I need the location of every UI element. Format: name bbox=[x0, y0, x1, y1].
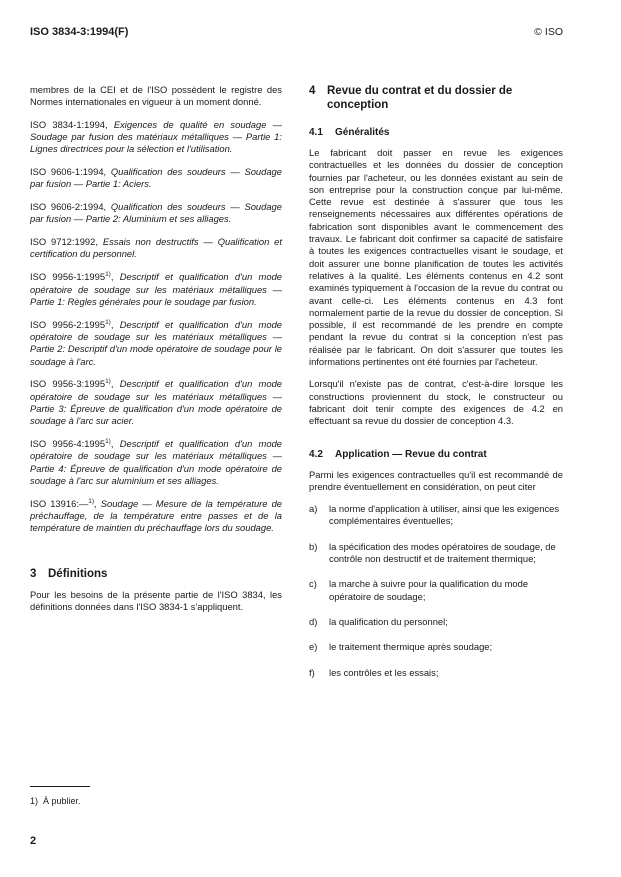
reference-code: ISO 9606-2:1994, bbox=[30, 201, 107, 213]
reference-list bbox=[30, 119, 282, 535]
list-item bbox=[309, 641, 563, 653]
footnote-rule bbox=[30, 786, 90, 787]
reference-code: ISO 9956-2:1995 bbox=[30, 318, 106, 330]
copyright-mark: © ISO bbox=[534, 26, 563, 38]
reference-title: Exigences de qualité en soudage — Soudage par fusion des matériaux métalliques — Partie 1: Lignes directrices pour la sélection et l'utilisation. bbox=[30, 118, 282, 155]
list-item-label: f) bbox=[309, 666, 315, 678]
list-item bbox=[309, 503, 563, 528]
section-3-heading bbox=[30, 567, 282, 581]
section-4-2-number: 4.2 bbox=[309, 448, 323, 460]
reference-footnote-mark: 1) bbox=[105, 437, 111, 445]
footnote-text: À publier. bbox=[43, 796, 81, 806]
reference-item: ISO 9956-1:1995$^{1)}$, Descriptif et qualification d'un mode opératoire de soudage sur les matériaux métalliques — Partie 1: Règles générales pour le soudage par fusion. bbox=[30, 271, 283, 307]
requirements-list bbox=[309, 503, 563, 679]
list-item bbox=[309, 616, 563, 628]
section-4-1-paragraph-1: Le fabricant doit passer en revue les exigences contractuelles et les données du dossier de conception fournies par l'acheteur, ou les données existant au sein de son entreprise pour la construction conçue par lui-même. Cette revue est destinée à s'assurer que tous les renseignements nécessaires aux différentes opérations de fabrication sont disponibles avant le commencement des travaux. Le fabricant doit confirmer sa capacité de satisfaire à toutes les exigences contractuelles visant le soudage, et doit assurer une bonne planification de toutes les activités relatives à la qualité. Les éléments contenus en 4.2 sont examinés typiquement à l'occasion de la revue du contrat ou avant celle-ci. Les éléments contenus en 4.3 font normalement partie de la revue du dossier de conception. Si possible, il est recommandé de les prendre en compte pendant la revue du contrat si la conception n'est pas réalisée par le fabricant. On doit s'assurer que toutes les informations pertinentes ont été fournies par l'acheteur. bbox=[309, 147, 563, 368]
reference-footnote-mark: 1) bbox=[105, 378, 111, 386]
list-item-text: la spécification des modes opératoires de soudage, de contrôle non destructif et de traitement thermique; bbox=[329, 540, 556, 565]
section-4-heading bbox=[309, 84, 563, 112]
reference-item: ISO 9956-3:1995$^{1)}$, Descriptif et qualification d'un mode opératoire de soudage sur les matériaux métalliques — Partie 3: Épreuve de qualification d'un mode opératoire de soudage à l'arc sur acier. bbox=[30, 378, 283, 427]
reference-code: ISO 13916:— bbox=[30, 497, 89, 509]
footnote bbox=[30, 796, 81, 806]
list-item-text: les contrôles et les essais; bbox=[329, 666, 439, 678]
footnote-mark: 1) bbox=[30, 796, 39, 806]
list-item bbox=[309, 578, 563, 603]
list-item-label: c) bbox=[309, 578, 317, 590]
reference-title: Descriptif et qualification d'un mode opératoire de soudage sur les matériaux métalliques — Partie 2: Descriptif d'un mode opératoire de soudage pour le soudage à l'arc. bbox=[30, 318, 283, 367]
reference-footnote-mark: 1) bbox=[105, 318, 111, 326]
reference-code: ISO 9712:1992, bbox=[30, 236, 98, 248]
section-4-2-heading bbox=[309, 448, 563, 461]
list-item-label: e) bbox=[309, 641, 318, 653]
reference-title: Soudage — Mesure de la température de préchauffage, de la température entre passes et de la température de maintien du préchauffage lors du soudage. bbox=[30, 497, 282, 534]
list-item bbox=[309, 667, 563, 679]
list-item-text: la marche à suivre pour la qualification du mode opératoire de soudage; bbox=[329, 578, 529, 602]
reference-title: Descriptif et qualification d'un mode opératoire de soudage sur les matériaux métalliques — Partie 4: Épreuve de qualification d'un mode opératoire de soudage à l'arc sur aluminium et ses alliages. bbox=[30, 438, 283, 486]
section-4-1-title: Généralités bbox=[335, 127, 390, 138]
reference-title: Descriptif et qualification d'un mode opératoire de soudage sur les matériaux métalliques — Partie 1: Règles générales pour le soudage par fusion. bbox=[30, 271, 283, 307]
list-item-text: la qualification du personnel; bbox=[329, 615, 448, 627]
right-column bbox=[309, 84, 563, 692]
section-3-text: Pour les besoins de la présente partie de l'ISO 3834, les définitions données dans l'ISO 3834-1 s'appliquent. bbox=[30, 589, 282, 613]
reference-item bbox=[30, 119, 282, 156]
list-item-label: a) bbox=[309, 503, 318, 515]
reference-item bbox=[30, 201, 282, 226]
reference-item: ISO 13916:—$^{1)}$, Soudage — Mesure de la température de préchauffage, de la température entre passes et de la température de maintien du préchauffage lors du soudage. bbox=[30, 497, 282, 534]
section-4-number: 4 bbox=[309, 85, 316, 97]
left-column bbox=[30, 84, 282, 624]
reference-item: ISO 9956-4:1995$^{1)}$, Descriptif et qualification d'un mode opératoire de soudage sur les matériaux métalliques — Partie 4: Épreuve de qualification d'un mode opératoire de soudage à l'arc sur aluminium et ses alliages. bbox=[30, 437, 283, 486]
reference-item bbox=[30, 166, 282, 191]
reference-code: ISO 3834-1:1994, bbox=[30, 118, 108, 130]
section-4-title: Revue du contrat et du dossier de conception bbox=[327, 85, 513, 111]
reference-item: ISO 9956-2:1995$^{1)}$, Descriptif et qualification d'un mode opératoire de soudage sur les matériaux métalliques — Partie 2: Descriptif d'un mode opératoire de soudage pour le soudage à l'arc. bbox=[30, 318, 283, 367]
reference-title: Qualification des soudeurs — Soudage par fusion — Partie 2: Aluminium et ses alliages. bbox=[30, 201, 282, 225]
document-id: ISO 3834-3:1994(F) bbox=[30, 26, 129, 38]
section-4-1-heading bbox=[309, 126, 563, 139]
reference-title: Descriptif et qualification d'un mode opératoire de soudage sur les matériaux métalliques — Partie 3: Épreuve de qualification d'un mode opératoire de soudage à l'arc sur acier. bbox=[30, 378, 283, 427]
section-4-2-intro: Parmi les exigences contractuelles qu'il est recommandé de prendre éventuellement en considération, on peut citer bbox=[309, 468, 563, 492]
reference-code: ISO 9956-3:1995 bbox=[30, 378, 106, 390]
section-4-1-paragraph-2: Lorsqu'il n'existe pas de contrat, c'est-à-dire lorsque les constructions proviennent du stock, le constructeur ou fabricant doit tenir compte des exigences de 4.2 en effectuant sa revue du dossier de conception 4.3. bbox=[309, 378, 563, 427]
section-3-number: 3 bbox=[30, 568, 37, 581]
reference-item bbox=[30, 236, 282, 261]
list-item-label: b) bbox=[309, 540, 318, 552]
list-item-text: la norme d'application à utiliser, ainsi que les exigences complémentaires éventuelles; bbox=[329, 503, 560, 527]
list-item-label: d) bbox=[309, 615, 318, 627]
page-number: 2 bbox=[30, 835, 37, 847]
reference-footnote-mark: 1) bbox=[88, 497, 95, 505]
reference-title: Qualification des soudeurs — Soudage par fusion — Partie 1: Aciers. bbox=[30, 165, 282, 190]
section-4-1-number: 4.1 bbox=[309, 127, 323, 138]
intro-paragraph: membres de la CEI et de l'ISO possèdent le registre des Normes internationales en vigueur à un moment donné. bbox=[30, 84, 282, 108]
reference-code: ISO 9956-1:1995 bbox=[30, 271, 106, 283]
reference-footnote-mark: 1) bbox=[105, 271, 111, 279]
section-4-2-title: Application — Revue du contrat bbox=[335, 448, 487, 460]
list-item-text: le traitement thermique après soudage; bbox=[329, 641, 493, 653]
reference-code: ISO 9606-1:1994, bbox=[30, 165, 107, 177]
list-item bbox=[309, 541, 563, 566]
section-3-title: Définitions bbox=[48, 568, 108, 581]
reference-code: ISO 9956-4:1995 bbox=[30, 438, 106, 450]
reference-title: Essais non destructifs — Qualification et certification du personnel. bbox=[30, 236, 282, 260]
